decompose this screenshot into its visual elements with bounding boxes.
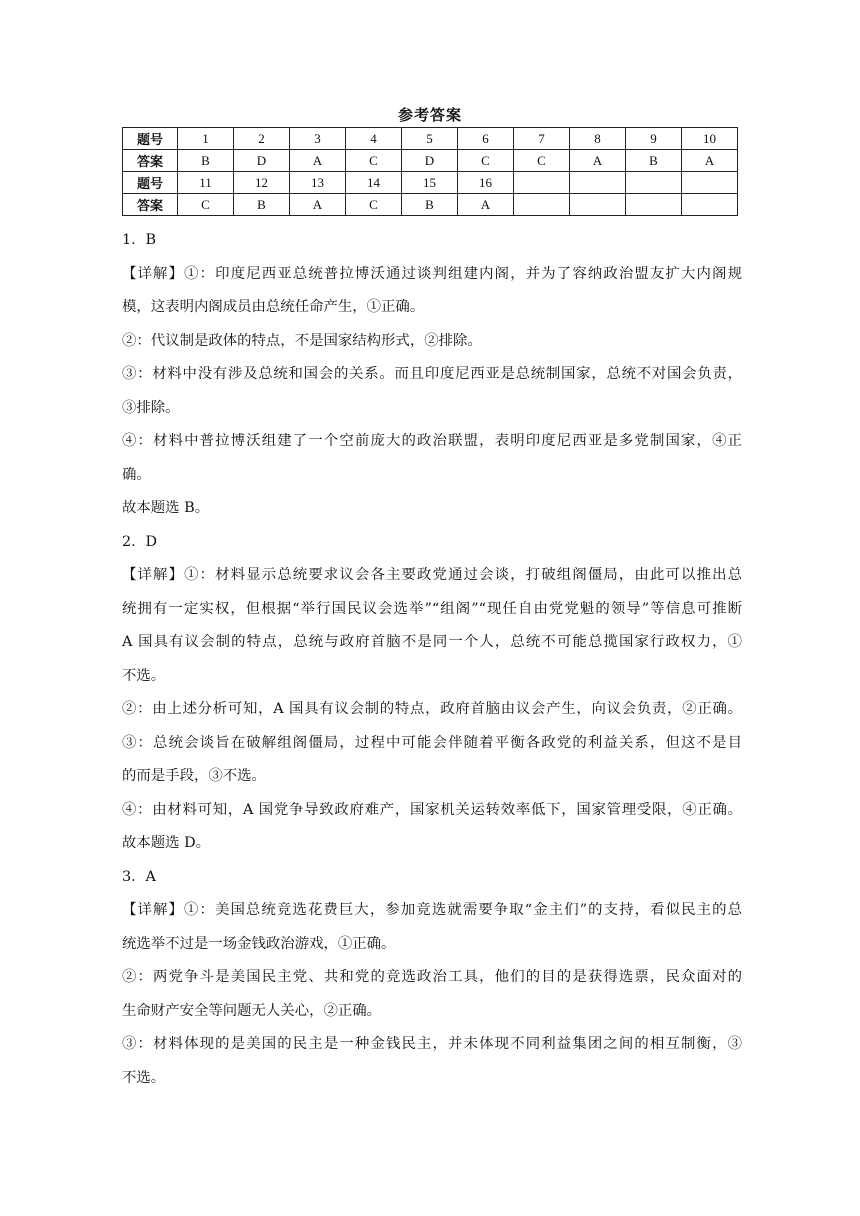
row-header: 题号 — [123, 172, 178, 194]
table-cell: A — [290, 150, 346, 172]
text-line: 模，这表明内阁成员由总统任命产生，①正确。 — [122, 299, 425, 315]
table-cell — [570, 172, 626, 194]
answer-explanations — [122, 228, 742, 1099]
table-cell: B — [626, 150, 682, 172]
table-cell: C — [346, 150, 402, 172]
text-line: ②：两党争斗是美国民主党、共和党的竞选政治工具，他们的目的是获得选票，民众面对的 — [122, 969, 742, 985]
text-line: ②：由上述分析可知，A 国具有议会制的特点，政府首脑由议会产生，向议会负责，②正确。 — [122, 701, 742, 717]
table-cell — [682, 194, 738, 216]
text-line: 3．A — [122, 868, 156, 885]
row-header: 题号 — [123, 128, 178, 150]
table-cell: 5 — [402, 128, 458, 150]
table-cell: 9 — [626, 128, 682, 150]
text-line: 1．B — [122, 232, 157, 248]
table-cell — [626, 194, 682, 216]
row-header: 答案 — [123, 150, 178, 172]
table-cell: D — [402, 150, 458, 172]
text-line: 故本题选 B。 — [122, 500, 210, 516]
text-line: 【详解】①：材料显示总统要求议会各主要政党通过会谈，打破组阁僵局，由此可以推出总 — [122, 567, 742, 583]
table-cell: 15 — [402, 172, 458, 194]
text-line: 2．D — [122, 533, 158, 550]
table-cell: 13 — [290, 172, 346, 194]
table-cell: B — [402, 194, 458, 216]
text-line: ③：总统会谈旨在破解组阁僵局，过程中可能会伴随着平衡各政党的利益关系，但这不是目 — [122, 734, 742, 751]
table-cell: C — [458, 150, 514, 172]
table-cell: 3 — [290, 128, 346, 150]
table-cell: A — [290, 194, 346, 216]
text-line: 故本题选 D。 — [122, 835, 211, 851]
table-cell: C — [178, 194, 234, 216]
table-cell: 10 — [682, 128, 738, 150]
table-row — [123, 194, 738, 216]
table-cell: C — [514, 150, 570, 172]
table-cell: A — [570, 150, 626, 172]
text-line: 不选。 — [122, 667, 166, 684]
table-cell — [626, 172, 682, 194]
table-cell: D — [234, 150, 290, 172]
text-line: ③：材料体现的是美国的民主是一种金钱民主，并未体现不同利益集团之间的相互制衡，③ — [122, 1036, 742, 1052]
row-header: 答案 — [123, 194, 178, 216]
table-cell: 2 — [234, 128, 290, 150]
text-line: A 国具有议会制的特点，总统与政府首脑不是同一个人，总统不可能总揽国家行政权力，① — [122, 634, 742, 650]
table-cell: 8 — [570, 128, 626, 150]
page-title: 参考答案 — [397, 106, 462, 124]
table-cell: 1 — [178, 128, 234, 150]
table-cell: 7 — [514, 128, 570, 150]
text-line: ③排除。 — [122, 399, 180, 416]
table-cell: 16 — [458, 172, 514, 194]
text-line: ④：由材料可知，A 国党争导致政府难产，国家机关运转效率低下，国家管理受限，④正确。 — [122, 801, 742, 818]
text-line: 【详解】①：印度尼西亚总统普拉博沃通过谈判组建内阁，并为了容纳政治盟友扩大内阁规 — [122, 265, 742, 282]
text-line: 生命财产安全等问题无人关心，②正确。 — [122, 1002, 382, 1019]
table-cell: 12 — [234, 172, 290, 194]
text-line: ②：代议制是政体的特点，不是国家结构形式，②排除。 — [122, 332, 482, 349]
table-cell: 4 — [346, 128, 402, 150]
text-line: 不选。 — [122, 1069, 166, 1086]
answer-table — [122, 127, 738, 216]
table-cell: 6 — [458, 128, 514, 150]
text-line: 统拥有一定实权，但根据“举行国民议会选举”“组阁”“现任自由党党魁的领导”等信息可推断 — [122, 600, 742, 617]
table-cell: A — [682, 150, 738, 172]
table-cell: B — [234, 194, 290, 216]
table-cell — [514, 172, 570, 194]
table-cell — [682, 172, 738, 194]
text-line: 【详解】①：美国总统竞选花费巨大，参加竞选就需要争取“金主们”的支持，看似民主的总 — [122, 902, 742, 918]
text-line: 确。 — [122, 466, 151, 483]
table-cell — [514, 194, 570, 216]
table-cell: B — [178, 150, 234, 172]
table-cell: 11 — [178, 172, 234, 194]
table-row — [123, 128, 738, 150]
table-row — [123, 150, 738, 172]
table-row — [123, 172, 738, 194]
table-cell: A — [458, 194, 514, 216]
text-line: 的而是手段，③不选。 — [122, 768, 266, 784]
text-line: ③：材料中没有涉及总统和国会的关系。而且印度尼西亚是总统制国家，总统不对国会负责， — [122, 366, 742, 382]
text-line: 统选举不过是一场金钱政治游戏，①正确。 — [122, 935, 396, 952]
table-cell: 14 — [346, 172, 402, 194]
table-cell: C — [346, 194, 402, 216]
table-cell — [570, 194, 626, 216]
text-line: ④：材料中普拉博沃组建了一个空前庞大的政治联盟，表明印度尼西亚是多党制国家，④正 — [122, 433, 742, 449]
